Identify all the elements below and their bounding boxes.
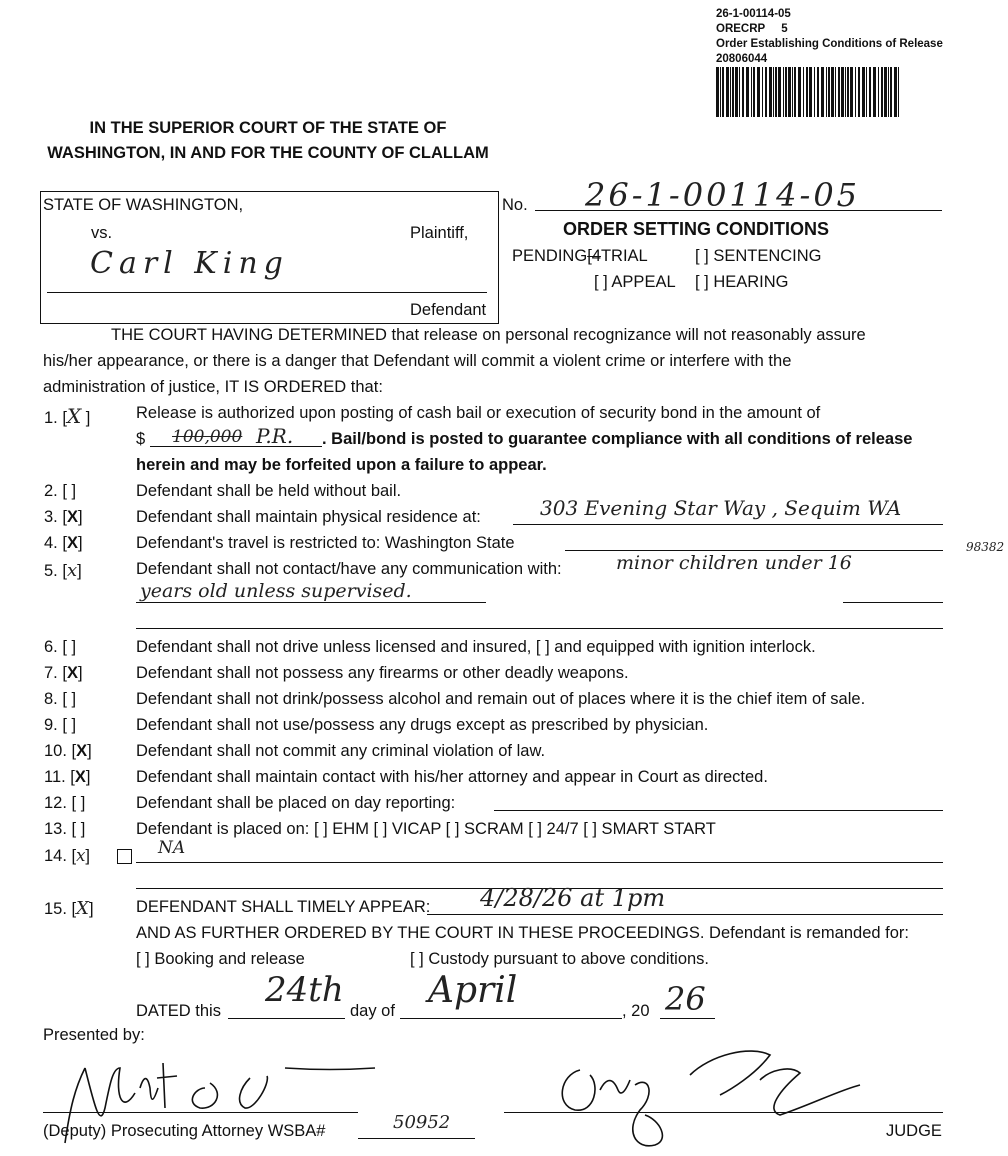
barcode-bar — [888, 67, 889, 117]
label-doc-id: 20806044 — [716, 53, 768, 65]
no-label: No. — [502, 196, 528, 214]
judge-label: JUDGE — [886, 1122, 942, 1140]
court-line-2: WASHINGTON, IN AND FOR THE COUNTY OF CLALLAM — [47, 144, 489, 162]
barcode-bar — [828, 67, 830, 117]
barcode-bar — [841, 67, 844, 117]
barcode-bar — [869, 67, 871, 117]
barcode-bar — [835, 67, 836, 117]
barcode-icon — [716, 67, 902, 117]
cond-1-text: Release is authorized upon posting of cash bail or execution of security bond in the amount of — [136, 404, 821, 422]
cond-12-num: 12. [ ] — [44, 794, 86, 812]
barcode-bar — [884, 67, 887, 117]
barcode-bar — [765, 67, 767, 117]
barcode-bar — [890, 67, 892, 117]
cond-5-line-1 — [136, 602, 486, 603]
dated-year-line — [660, 1018, 715, 1019]
barcode-bar — [730, 67, 731, 117]
label-doc-title: Order Establishing Conditions of Release — [716, 38, 943, 50]
barcode-bar — [847, 67, 849, 117]
barcode-bar — [806, 67, 808, 117]
cond-2-num: 2. [ ] — [44, 482, 77, 500]
barcode-bar — [821, 67, 824, 117]
defendant-name: Carl King — [90, 246, 289, 281]
cond-6-text: Defendant shall not drive unless licensed and insured, [ ] and equipped with ignition interlock. — [136, 638, 816, 656]
cond-5-hw-1: minor children under 16 — [616, 552, 852, 574]
cond-1-num: 1. [X ] — [44, 404, 91, 428]
barcode-bar — [850, 67, 853, 117]
barcode-bar — [838, 67, 840, 117]
barcode-bar — [858, 67, 860, 117]
cond-1-dollar: $ — [136, 430, 146, 448]
cond-11-num: 11. [X] — [44, 768, 91, 786]
defendant-label: Defendant — [410, 301, 487, 319]
barcode-bar — [831, 67, 834, 117]
dated-day-line — [228, 1018, 345, 1019]
cond-7-num: 7. [X] — [44, 664, 83, 682]
cond-9-num: 9. [ ] — [44, 716, 77, 734]
wsba-line — [358, 1138, 475, 1139]
barcode-bar — [726, 67, 729, 117]
cond-14-num: 14. [x] — [44, 846, 91, 865]
label-case-no: 26-1-00114-05 — [716, 8, 791, 20]
presented-by: Presented by: — [43, 1026, 145, 1044]
barcode-bar — [735, 67, 738, 117]
cond-15-hw: 4/28/26 at 1pm — [480, 884, 666, 912]
cond-1-bold-2: herein and may be forfeited upon a failure to appear. — [136, 456, 547, 474]
booking-option: [ ] Booking and release — [136, 950, 305, 968]
cond-5-line-3 — [136, 628, 943, 629]
barcode-bar — [798, 67, 801, 117]
dated-day-hw: 24th — [265, 970, 344, 1010]
barcode-bar — [845, 67, 846, 117]
cond-15-line — [427, 914, 943, 915]
cond-4-text: Defendant's travel is restricted to: Washington State — [136, 534, 515, 552]
barcode-bar — [881, 67, 883, 117]
cond-12-line — [494, 810, 943, 811]
barcode-bar — [814, 67, 815, 117]
defendant-line — [47, 292, 487, 293]
barcode-bar — [742, 67, 744, 117]
preamble-line-3: administration of justice, IT IS ORDERED that: — [43, 378, 383, 396]
cond-7-text: Defendant shall not possess any firearms or other deadly weapons. — [136, 664, 629, 682]
cond-5-hw-2: years old unless supervised. — [140, 580, 412, 602]
cond-4-num: 4. [X] — [44, 534, 83, 552]
cond-10-text: Defendant shall not commit any criminal violation of law. — [136, 742, 546, 760]
barcode-bar — [753, 67, 755, 117]
barcode-bar — [732, 67, 734, 117]
cond-1-bold-1: . Bail/bond is posted to guarantee compliance with all conditions of release — [322, 430, 913, 448]
plaintiff-name: STATE OF WASHINGTON, — [43, 196, 244, 214]
dated-label: DATED this — [136, 1002, 221, 1020]
barcode-bar — [775, 67, 777, 117]
dayof-label: day of — [350, 1002, 395, 1020]
cond-8-text: Defendant shall not drink/possess alcohol and remain out of places where it is the chief item of sale. — [136, 690, 866, 708]
barcode-bar — [803, 67, 804, 117]
cond-1-amount-struck: 100,000 — [172, 427, 243, 447]
cond-3-num: 3. [X] — [44, 508, 83, 526]
barcode-bar — [773, 67, 774, 117]
cond-12-text: Defendant shall be placed on day reporting: — [136, 794, 456, 812]
cond-5-text: Defendant shall not contact/have any communication with: — [136, 560, 562, 578]
order-title: ORDER SETTING CONDITIONS — [563, 219, 830, 239]
barcode-bar — [826, 67, 827, 117]
preamble-line-2: his/her appearance, or there is a danger that Defendant will commit a violent crime or interfere with the — [43, 352, 792, 370]
cond-3-address-hw: 303 Evening Star Way , Sequim WA — [540, 496, 902, 520]
cond-11-text: Defendant shall maintain contact with his/her attorney and appear in Court as directed. — [136, 768, 768, 786]
barcode-bar — [722, 67, 724, 117]
dated-month-hw: April — [428, 970, 518, 1011]
prosecutor-label: (Deputy) Prosecuting Attorney WSBA# — [43, 1122, 326, 1140]
preamble-line-1: THE COURT HAVING DETERMINED that release on personal recognizance will not reasonably assure — [111, 326, 866, 344]
cond-4-line — [565, 550, 943, 551]
wsba-hw: 50952 — [393, 1112, 451, 1133]
barcode-bar — [866, 67, 867, 117]
cond-13-text: Defendant is placed on: [ ] EHM [ ] VICAP [ ] SCRAM [ ] 24/7 [ ] SMART START — [136, 820, 716, 838]
cond-8-num: 8. [ ] — [44, 690, 77, 708]
dated-month-line — [400, 1018, 622, 1019]
case-no-handwritten: 26-1-00114-05 — [585, 176, 861, 214]
cond-9-text: Defendant shall not use/possess any drugs except as prescribed by physician. — [136, 716, 709, 734]
cond-1-amount-hw: P.R. — [256, 424, 294, 448]
cond-15-text: DEFENDANT SHALL TIMELY APPEAR: — [136, 898, 431, 916]
barcode-bar — [751, 67, 752, 117]
dated-year-hw: 26 — [665, 980, 706, 1018]
custody-option: [ ] Custody pursuant to above conditions. — [410, 950, 710, 968]
prosecutor-sig-line — [43, 1112, 358, 1113]
further-line-1: AND AS FURTHER ORDERED BY THE COURT IN THESE PROCEEDINGS. Defendant is remanded for: — [136, 924, 909, 942]
cond-3-line — [513, 524, 943, 525]
cond-3-zip-hw: 98382 — [966, 540, 1005, 554]
barcode-bar — [792, 67, 793, 117]
appeal-option: [ ] APPEAL — [594, 273, 676, 291]
barcode-bar — [783, 67, 784, 117]
barcode-bar — [762, 67, 763, 117]
barcode-bar — [898, 67, 899, 117]
year-prefix: , 20 — [622, 1002, 650, 1020]
cond-2-text: Defendant shall be held without bail. — [136, 482, 402, 500]
cond-6-num: 6. [ ] — [44, 638, 77, 656]
barcode-bar — [809, 67, 812, 117]
checkbox-icon — [117, 849, 132, 864]
barcode-bar — [878, 67, 879, 117]
barcode-bar — [720, 67, 721, 117]
hearing-option: [ ] HEARING — [695, 273, 789, 291]
barcode-bar — [862, 67, 865, 117]
barcode-bar — [788, 67, 791, 117]
plaintiff-label: Plaintiff, — [410, 224, 469, 242]
barcode-bar — [817, 67, 819, 117]
sentencing-option: [ ] SENTENCING — [695, 247, 822, 265]
court-line-1: IN THE SUPERIOR COURT OF THE STATE OF — [89, 119, 447, 137]
cond-10-num: 10. [X] — [44, 742, 92, 760]
cond-15-num: 15. [X] — [44, 898, 94, 919]
judge-sig-line — [504, 1112, 943, 1113]
barcode-bar — [794, 67, 796, 117]
barcode-bar — [855, 67, 856, 117]
signature-icon — [540, 1035, 870, 1155]
cond-14-line-1 — [136, 862, 943, 863]
barcode-bar — [716, 67, 719, 117]
barcode-bar — [757, 67, 760, 117]
cond-5-num: 5. [x] — [44, 560, 82, 581]
barcode-bar — [894, 67, 897, 117]
pending-row: PENDING[4TRIAL — [512, 247, 648, 265]
cond-3-text: Defendant shall maintain physical residence at: — [136, 508, 481, 526]
barcode-bar — [739, 67, 740, 117]
cond-14-hw: NA — [158, 838, 186, 858]
cond-5-line-2 — [843, 602, 943, 603]
barcode-bar — [873, 67, 876, 117]
cond-13-num: 13. [ ] — [44, 820, 86, 838]
barcode-bar — [785, 67, 787, 117]
label-doc-code: ORECRP 5 — [716, 23, 788, 35]
barcode-bar — [769, 67, 772, 117]
vs-label: vs. — [91, 224, 113, 242]
barcode-bar — [778, 67, 781, 117]
barcode-bar — [746, 67, 749, 117]
